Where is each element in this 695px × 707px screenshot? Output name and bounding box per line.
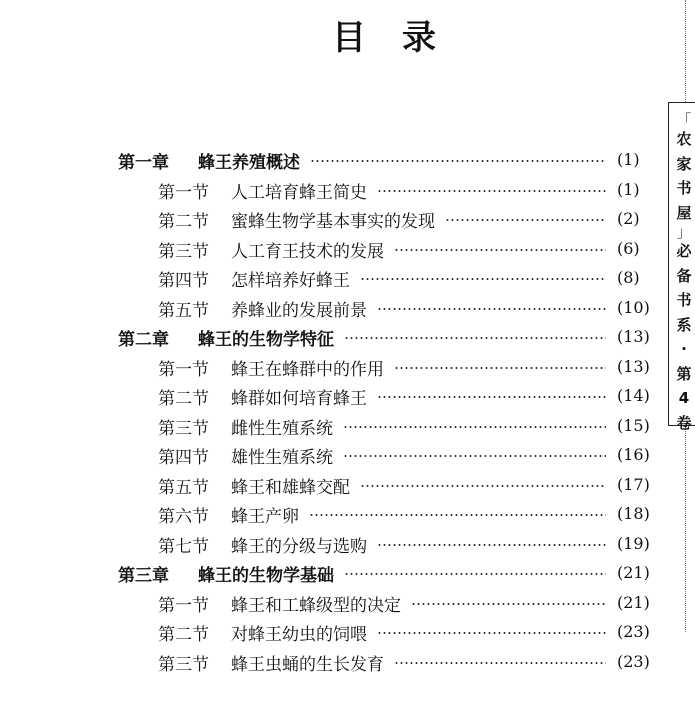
- side-tab-char: 系: [676, 315, 692, 334]
- page-title-char-1: 目: [332, 18, 368, 58]
- toc-entry-number: 第二节: [158, 388, 209, 409]
- toc-entry-number: 第四节: [158, 270, 209, 291]
- toc-page-number: (15): [617, 416, 650, 435]
- toc-entry-number: 第三节: [158, 418, 209, 439]
- toc-page-number: (16): [617, 445, 650, 464]
- toc-entry-number: 第二章: [118, 329, 169, 350]
- toc-section-row[interactable]: [158, 175, 367, 205]
- toc-entry-title: 蜂王和工蜂级型的决定: [231, 595, 401, 616]
- side-tab-char: 卷: [676, 413, 692, 432]
- toc-entry-title: 蜂群如何培育蜂王: [231, 388, 367, 409]
- page-edge-divider-bottom: [685, 426, 686, 632]
- toc-page-number: (8): [617, 268, 640, 287]
- toc-entry-title: 蜜蜂生物学基本事实的发现: [231, 211, 435, 232]
- page-edge-divider-top: [685, 0, 686, 102]
- toc-entry-title: 蜂王虫蛹的生长发育: [231, 654, 384, 675]
- toc-entry-title: 雌性生殖系统: [231, 418, 333, 439]
- toc-entry-title: 怎样培养好蜂王: [231, 270, 350, 291]
- toc-entry-number: 第一节: [158, 595, 209, 616]
- toc-entry-title: 蜂王的生物学特征: [198, 329, 334, 350]
- toc-leader-dots: [377, 308, 606, 310]
- page-title: [0, 10, 695, 59]
- toc-page-number: (17): [617, 475, 650, 494]
- toc-leader-dots: [360, 485, 606, 487]
- toc-page-number: (2): [617, 209, 640, 228]
- side-tab-char: 书: [676, 291, 692, 309]
- toc-entry-number: 第一章: [118, 152, 169, 173]
- toc-page-number: (1): [617, 180, 640, 199]
- toc-section-row[interactable]: [158, 352, 384, 382]
- toc-chapter-row[interactable]: [118, 145, 300, 175]
- side-tab-char: 书: [676, 179, 692, 197]
- toc-section-row[interactable]: [158, 588, 401, 618]
- toc-entry-title: 人工培育蜂王简史: [231, 182, 367, 203]
- toc-entry-number: 第三节: [158, 654, 209, 675]
- toc-entry-title: 雄性生殖系统: [231, 447, 333, 468]
- toc-leader-dots: [360, 278, 606, 280]
- toc-entry-title: 蜂王和雄蜂交配: [231, 477, 350, 498]
- toc-entry-number: 第四节: [158, 447, 209, 468]
- side-tab-char: 家: [676, 154, 692, 173]
- toc-entry-number: 第六节: [158, 506, 209, 527]
- toc-chapter-row[interactable]: [118, 558, 334, 588]
- toc-page-number: (23): [617, 652, 650, 671]
- side-tab-char: 备: [676, 266, 692, 285]
- toc-entry-number: 第三节: [158, 241, 209, 262]
- toc-leader-dots: [377, 632, 606, 634]
- side-tab-char: 必: [676, 242, 692, 260]
- toc-leader-dots: [394, 662, 606, 664]
- toc-section-row[interactable]: [158, 529, 367, 559]
- toc-leader-dots: [377, 544, 606, 546]
- toc-leader-dots: [343, 426, 606, 428]
- toc-entry-title: 蜂王在蜂群中的作用: [231, 359, 384, 380]
- toc-entry-title: 对蜂王幼虫的饲喂: [231, 624, 367, 645]
- toc-page-number: (18): [617, 504, 650, 523]
- toc-entry-number: 第五节: [158, 300, 209, 321]
- side-tab-char: 农: [676, 130, 692, 148]
- toc-page-number: (1): [617, 150, 640, 169]
- toc-entry-title: 蜂王的分级与选购: [231, 536, 367, 557]
- toc-leader-dots: [377, 190, 606, 192]
- toc-section-row[interactable]: [158, 647, 384, 677]
- toc-leader-dots: [411, 603, 606, 605]
- toc-section-row[interactable]: [158, 440, 333, 470]
- toc-section-row[interactable]: [158, 411, 333, 441]
- toc-section-row[interactable]: [158, 263, 350, 293]
- toc-page-number: (21): [617, 563, 650, 582]
- toc-page-number: (14): [617, 386, 650, 405]
- toc-entry-title: 蜂王养殖概述: [198, 152, 300, 173]
- toc-leader-dots: [310, 160, 606, 162]
- toc-page-number: (21): [617, 593, 650, 612]
- toc-section-row[interactable]: [158, 381, 367, 411]
- toc-page-number: (13): [617, 327, 650, 346]
- side-tab-char: 屋: [676, 203, 692, 222]
- side-tab-char: ·: [681, 340, 687, 358]
- toc-page-number: (10): [617, 298, 650, 317]
- toc-entry-number: 第二节: [158, 211, 209, 232]
- toc-chapter-row[interactable]: [118, 322, 334, 352]
- toc-leader-dots: [343, 455, 606, 457]
- toc-entry-number: 第二节: [158, 624, 209, 645]
- toc-entry-title: 蜂王的生物学基础: [198, 565, 334, 586]
- toc-section-row[interactable]: [158, 470, 350, 500]
- side-tab-char: 「: [676, 111, 692, 129]
- side-tab-char: 4: [678, 389, 690, 407]
- side-tab-char: 」: [676, 223, 692, 241]
- side-tab-char: 第: [676, 364, 692, 383]
- toc-leader-dots: [377, 396, 606, 398]
- toc-entry-number: 第五节: [158, 477, 209, 498]
- toc-page-number: (13): [617, 357, 650, 376]
- toc-entry-number: 第一节: [158, 182, 209, 203]
- toc-section-row[interactable]: [158, 617, 367, 647]
- toc-leader-dots: [309, 514, 606, 516]
- toc-leader-dots: [394, 367, 606, 369]
- toc-leader-dots: [394, 249, 606, 251]
- toc-entry-number: 第七节: [158, 536, 209, 557]
- toc-page-number: (19): [617, 534, 650, 553]
- toc-entry-number: 第三章: [118, 565, 169, 586]
- toc-section-row[interactable]: [158, 293, 367, 323]
- toc-section-row[interactable]: [158, 204, 435, 234]
- toc-leader-dots: [445, 219, 606, 221]
- toc-leader-dots: [344, 337, 606, 339]
- toc-entry-number: 第一节: [158, 359, 209, 380]
- toc-section-row[interactable]: [158, 499, 299, 529]
- toc-page-number: (23): [617, 622, 650, 641]
- toc-entry-title: 人工育王技术的发展: [231, 241, 384, 262]
- page-title-char-2: 录: [402, 18, 438, 58]
- toc-entry-title: 蜂王产卵: [231, 506, 299, 527]
- toc-leader-dots: [344, 573, 606, 575]
- toc-page-number: (6): [617, 239, 640, 258]
- toc-entry-title: 养蜂业的发展前景: [231, 300, 367, 321]
- series-side-tab-label: [669, 113, 695, 435]
- toc-section-row[interactable]: [158, 234, 384, 264]
- series-side-tab: [668, 102, 695, 432]
